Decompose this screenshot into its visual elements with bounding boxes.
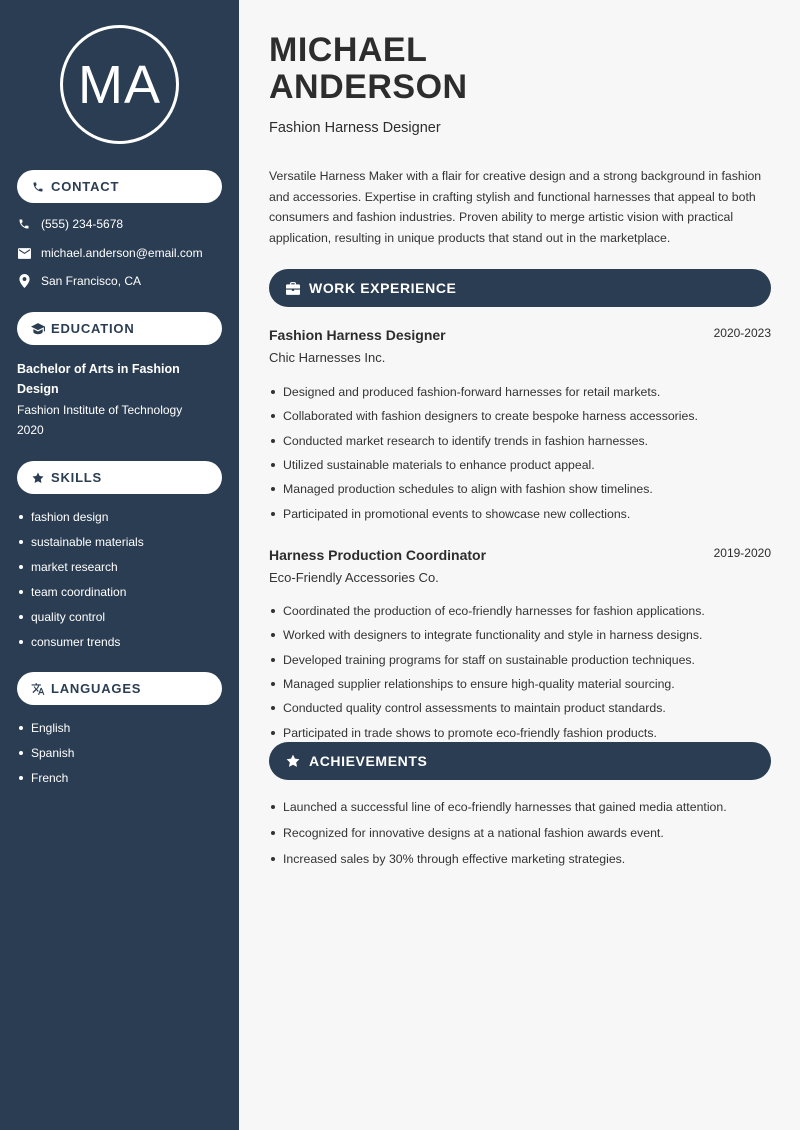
contact-phone	[17, 217, 123, 231]
skill-item: team coordination	[17, 579, 144, 604]
job-company: Eco-Friendly Accessories Co.	[269, 570, 439, 585]
skill-item: fashion design	[17, 504, 144, 529]
skills-title: SKILLS	[51, 470, 103, 485]
education-title: EDUCATION	[51, 321, 135, 336]
skills-heading	[17, 461, 222, 494]
education-degree: Bachelor of Arts in Fashion Design	[17, 362, 180, 396]
job-bullets	[269, 599, 774, 745]
list-item: Designed and produced fashion-forward harnesses for retail markets.	[269, 380, 774, 404]
list-item: Recognized for innovative designs at a national fashion awards event.	[269, 820, 774, 846]
job-bullets	[269, 380, 774, 526]
job-years: 2019-2020	[713, 546, 771, 560]
phone-text: (555) 234-5678	[41, 217, 124, 231]
list-item: Participated in promotional events to showcase new collections.	[269, 501, 774, 525]
sidebar	[0, 0, 239, 1130]
list-item: Launched a successful line of eco-friendly harnesses that gained media attention.	[269, 794, 774, 820]
achievements-heading	[269, 742, 771, 780]
monogram-initials: MA	[78, 54, 161, 115]
translate-icon	[31, 682, 45, 696]
job-years: 2020-2023	[713, 326, 771, 340]
star-icon	[285, 753, 301, 769]
achievements-title: ACHIEVEMENTS	[309, 753, 428, 769]
languages-list	[17, 715, 74, 790]
skill-item: sustainable materials	[17, 529, 144, 554]
contact-title: CONTACT	[51, 179, 120, 194]
email-icon	[17, 246, 31, 260]
skill-item: market research	[17, 554, 144, 579]
list-item: Participated in trade shows to promote eco-friendly fashion products.	[269, 720, 774, 744]
contact-heading	[17, 170, 222, 203]
contact-location	[17, 274, 141, 288]
job-title: Fashion Harness Designer	[269, 327, 446, 343]
phone-icon	[17, 217, 31, 231]
profile-summary: Versatile Harness Maker with a flair for creative design and a strong background in fashion and accessories. Expertise in crafting stylish and functional harnesses that appeal to both consumers and fashion industries. Proven ability to merge artistic vision with practical application, resulting in unique products that stand out in the marketplace.	[269, 169, 762, 245]
name-last: ANDERSON	[269, 68, 468, 106]
languages-title: LANGUAGES	[51, 681, 142, 696]
star-icon	[31, 471, 45, 485]
location-text: San Francisco, CA	[41, 274, 142, 288]
language-item: English	[17, 715, 74, 740]
job-title: Harness Production Coordinator	[269, 547, 487, 563]
education-heading	[17, 312, 222, 345]
location-pin-icon	[17, 274, 31, 288]
work-experience-title: WORK EXPERIENCE	[309, 280, 457, 296]
job-role: Fashion Harness Designer	[269, 120, 441, 136]
skills-list	[17, 504, 144, 654]
list-item: Worked with designers to integrate functionality and style in harness designs.	[269, 623, 774, 647]
list-item: Increased sales by 30% through effective marketing strategies.	[269, 846, 774, 872]
job-company: Chic Harnesses Inc.	[269, 350, 386, 365]
email-text: michael.anderson@email.com	[41, 246, 203, 260]
candidate-name	[269, 32, 468, 106]
language-item: French	[17, 765, 74, 790]
briefcase-icon	[285, 280, 301, 296]
work-experience-heading	[269, 269, 771, 307]
list-item: Developed training programs for staff on sustainable production techniques.	[269, 648, 774, 672]
achievements-list	[269, 794, 774, 872]
phone-icon	[31, 180, 45, 194]
skill-item: quality control	[17, 604, 144, 629]
list-item: Coordinated the production of eco-friendly harnesses for fashion applications.	[269, 599, 774, 623]
languages-heading	[17, 672, 222, 705]
list-item: Managed production schedules to align with fashion show timelines.	[269, 477, 774, 501]
list-item: Utilized sustainable materials to enhance product appeal.	[269, 453, 774, 477]
graduation-cap-icon	[31, 322, 45, 336]
education-school: Fashion Institute of Technology	[17, 403, 183, 417]
list-item: Conducted market research to identify trends in fashion harnesses.	[269, 429, 774, 453]
name-first: MICHAEL	[269, 31, 428, 69]
list-item: Collaborated with fashion designers to create bespoke harness accessories.	[269, 404, 774, 428]
monogram-avatar	[60, 25, 179, 144]
main-content	[239, 0, 800, 1130]
list-item: Managed supplier relationships to ensure high-quality material sourcing.	[269, 672, 774, 696]
skill-item: consumer trends	[17, 629, 144, 654]
education-year: 2020	[17, 423, 44, 437]
list-item: Conducted quality control assessments to maintain product standards.	[269, 696, 774, 720]
language-item: Spanish	[17, 740, 74, 765]
contact-email	[17, 246, 203, 260]
